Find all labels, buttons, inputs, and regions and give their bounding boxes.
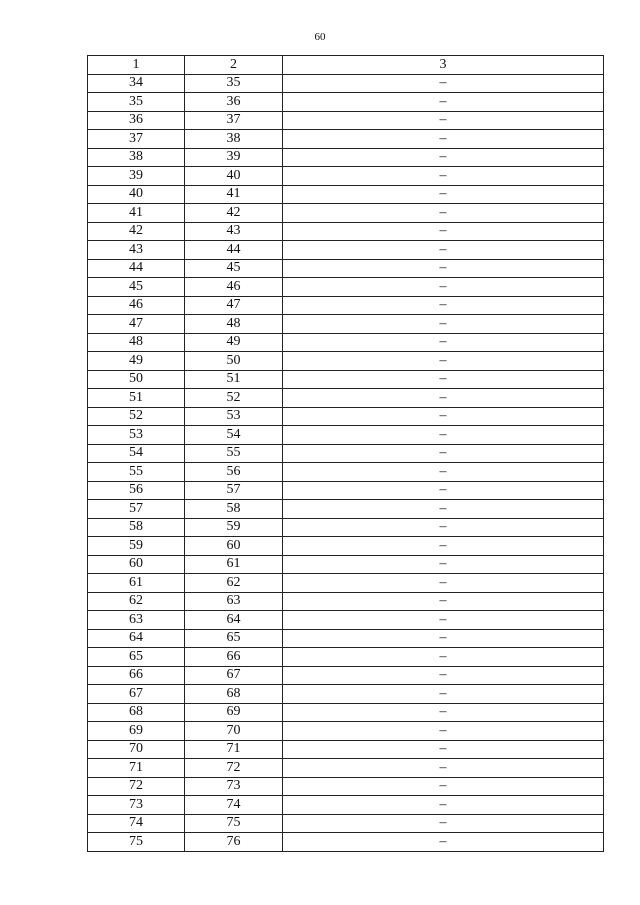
table-cell-col-3: – [283,389,604,408]
table-row [88,814,604,833]
table-cell-col-3: – [283,759,604,778]
table-cell-col-3: – [283,463,604,482]
table-row [88,740,604,759]
table-row [88,777,604,796]
table-cell-col-2: 60 [185,537,283,556]
table-cell-col-1: 61 [88,574,185,593]
table-cell-col-2: 56 [185,463,283,482]
table-cell-col-2: 65 [185,629,283,648]
table-cell-col-1: 53 [88,426,185,445]
table-cell-col-2: 50 [185,352,283,371]
table-cell-col-1: 34 [88,74,185,93]
table-row [88,93,604,112]
table-cell-col-3: – [283,703,604,722]
table-cell-col-2: 71 [185,740,283,759]
table-cell-col-3: – [283,611,604,630]
table-cell-col-2: 68 [185,685,283,704]
table-row [88,611,604,630]
table-cell-col-2: 76 [185,833,283,852]
table-cell-col-1: 66 [88,666,185,685]
table-row [88,833,604,852]
table-cell-col-1: 62 [88,592,185,611]
table-row [88,130,604,149]
table-cell-col-3: – [283,518,604,537]
table-cell-col-2: 38 [185,130,283,149]
table-cell-col-2: 41 [185,185,283,204]
table-cell-col-2: 55 [185,444,283,463]
table-row [88,259,604,278]
table-cell-col-1: 42 [88,222,185,241]
table-cell-col-1: 67 [88,685,185,704]
table-cell-col-3: – [283,722,604,741]
table-cell-col-2: 40 [185,167,283,186]
table-cell-col-1: 71 [88,759,185,778]
table-cell-col-3: – [283,666,604,685]
table-cell-col-2: 51 [185,370,283,389]
table-cell-col-3: – [283,241,604,260]
table-cell-col-2: 36 [185,93,283,112]
table-cell-col-3: – [283,204,604,223]
table-cell-col-2: 74 [185,796,283,815]
table-cell-col-2: 70 [185,722,283,741]
table-cell-col-2: 69 [185,703,283,722]
table-cell-col-1: 57 [88,500,185,519]
table-row [88,426,604,445]
table-row [88,537,604,556]
table-cell-col-1: 37 [88,130,185,149]
table-row [88,574,604,593]
table-row [88,389,604,408]
table-cell-col-1: 73 [88,796,185,815]
table-row [88,666,604,685]
table-cell-col-2: 43 [185,222,283,241]
table-cell-col-2: 58 [185,500,283,519]
table-cell-col-1: 46 [88,296,185,315]
table-cell-col-1: 38 [88,148,185,167]
table-cell-col-3: – [283,352,604,371]
table-cell-col-3: – [283,130,604,149]
table-cell-col-1: 64 [88,629,185,648]
table-row [88,315,604,334]
table-cell-col-3: – [283,333,604,352]
table-cell-col-2: 46 [185,278,283,297]
table-cell-col-1: 60 [88,555,185,574]
table-row [88,796,604,815]
table-cell-col-1: 39 [88,167,185,186]
table-cell-col-1: 45 [88,278,185,297]
table-cell-col-1: 68 [88,703,185,722]
data-table [87,55,604,852]
table-cell-col-3: – [283,592,604,611]
table-cell-col-1: 74 [88,814,185,833]
table-cell-col-3: – [283,111,604,130]
page-number: 60 [314,31,326,43]
table-row [88,204,604,223]
column-header-1: 1 [88,56,185,75]
table-cell-col-3: – [283,648,604,667]
table-row [88,592,604,611]
table-row [88,629,604,648]
table-row [88,74,604,93]
table-cell-col-2: 44 [185,241,283,260]
table-row [88,722,604,741]
table-cell-col-2: 53 [185,407,283,426]
table-cell-col-1: 65 [88,648,185,667]
column-header-2: 2 [185,56,283,75]
table-cell-col-2: 59 [185,518,283,537]
table-row [88,500,604,519]
table-row [88,518,604,537]
table-cell-col-3: – [283,777,604,796]
table-cell-col-3: – [283,537,604,556]
table-row [88,685,604,704]
table-cell-col-1: 51 [88,389,185,408]
table-cell-col-3: – [283,315,604,334]
table-cell-col-3: – [283,574,604,593]
table-cell-col-1: 69 [88,722,185,741]
table-cell-col-1: 70 [88,740,185,759]
table-cell-col-2: 39 [185,148,283,167]
table-row [88,463,604,482]
table-cell-col-2: 48 [185,315,283,334]
table-cell-col-1: 72 [88,777,185,796]
table-row [88,703,604,722]
table-cell-col-2: 66 [185,648,283,667]
table-row [88,278,604,297]
table-cell-col-3: – [283,74,604,93]
table-cell-col-2: 62 [185,574,283,593]
table-cell-col-3: – [283,93,604,112]
table-cell-col-2: 37 [185,111,283,130]
table-cell-col-1: 43 [88,241,185,260]
table-row [88,370,604,389]
table-cell-col-3: – [283,407,604,426]
table-cell-col-3: – [283,426,604,445]
table-row [88,241,604,260]
table-cell-col-3: – [283,296,604,315]
table-cell-col-1: 36 [88,111,185,130]
table-cell-col-1: 44 [88,259,185,278]
table-cell-col-2: 75 [185,814,283,833]
table-cell-col-3: – [283,833,604,852]
table-cell-col-1: 35 [88,93,185,112]
table-row [88,481,604,500]
table-cell-col-2: 42 [185,204,283,223]
table-cell-col-2: 49 [185,333,283,352]
table-cell-col-2: 73 [185,777,283,796]
table-cell-col-3: – [283,222,604,241]
table-cell-col-1: 63 [88,611,185,630]
table-cell-col-1: 50 [88,370,185,389]
table-cell-col-3: – [283,685,604,704]
table-cell-col-1: 55 [88,463,185,482]
table-cell-col-2: 64 [185,611,283,630]
table-cell-col-1: 54 [88,444,185,463]
table-cell-col-2: 72 [185,759,283,778]
table-cell-col-2: 67 [185,666,283,685]
table-cell-col-1: 48 [88,333,185,352]
table-cell-col-3: – [283,167,604,186]
table-row [88,167,604,186]
column-header-3: 3 [283,56,604,75]
table-cell-col-2: 35 [185,74,283,93]
table-cell-col-1: 52 [88,407,185,426]
table-cell-col-3: – [283,629,604,648]
table-row [88,111,604,130]
table-row [88,148,604,167]
table-cell-col-3: – [283,500,604,519]
table-row [88,296,604,315]
table-cell-col-1: 41 [88,204,185,223]
table-cell-col-2: 57 [185,481,283,500]
table-cell-col-1: 49 [88,352,185,371]
table-cell-col-2: 63 [185,592,283,611]
table-cell-col-3: – [283,278,604,297]
table-cell-col-3: – [283,444,604,463]
table-body [88,74,604,851]
table-row [88,555,604,574]
table-row [88,444,604,463]
table-cell-col-3: – [283,481,604,500]
table-row [88,407,604,426]
table-cell-col-2: 54 [185,426,283,445]
table-cell-col-3: – [283,185,604,204]
table-cell-col-3: – [283,148,604,167]
table-cell-col-1: 56 [88,481,185,500]
table-cell-col-3: – [283,796,604,815]
table-cell-col-1: 59 [88,537,185,556]
table-cell-col-1: 40 [88,185,185,204]
table-row [88,185,604,204]
table-cell-col-1: 47 [88,315,185,334]
table-row [88,759,604,778]
table-cell-col-3: – [283,370,604,389]
table-row [88,648,604,667]
table-cell-col-2: 52 [185,389,283,408]
table-cell-col-2: 45 [185,259,283,278]
table-header-row [88,56,604,75]
table-row [88,222,604,241]
table-cell-col-2: 47 [185,296,283,315]
table-cell-col-3: – [283,259,604,278]
table-row [88,352,604,371]
table-cell-col-3: – [283,740,604,759]
table-cell-col-3: – [283,555,604,574]
table-cell-col-1: 58 [88,518,185,537]
table-cell-col-2: 61 [185,555,283,574]
table-cell-col-1: 75 [88,833,185,852]
table-cell-col-3: – [283,814,604,833]
table-row [88,333,604,352]
